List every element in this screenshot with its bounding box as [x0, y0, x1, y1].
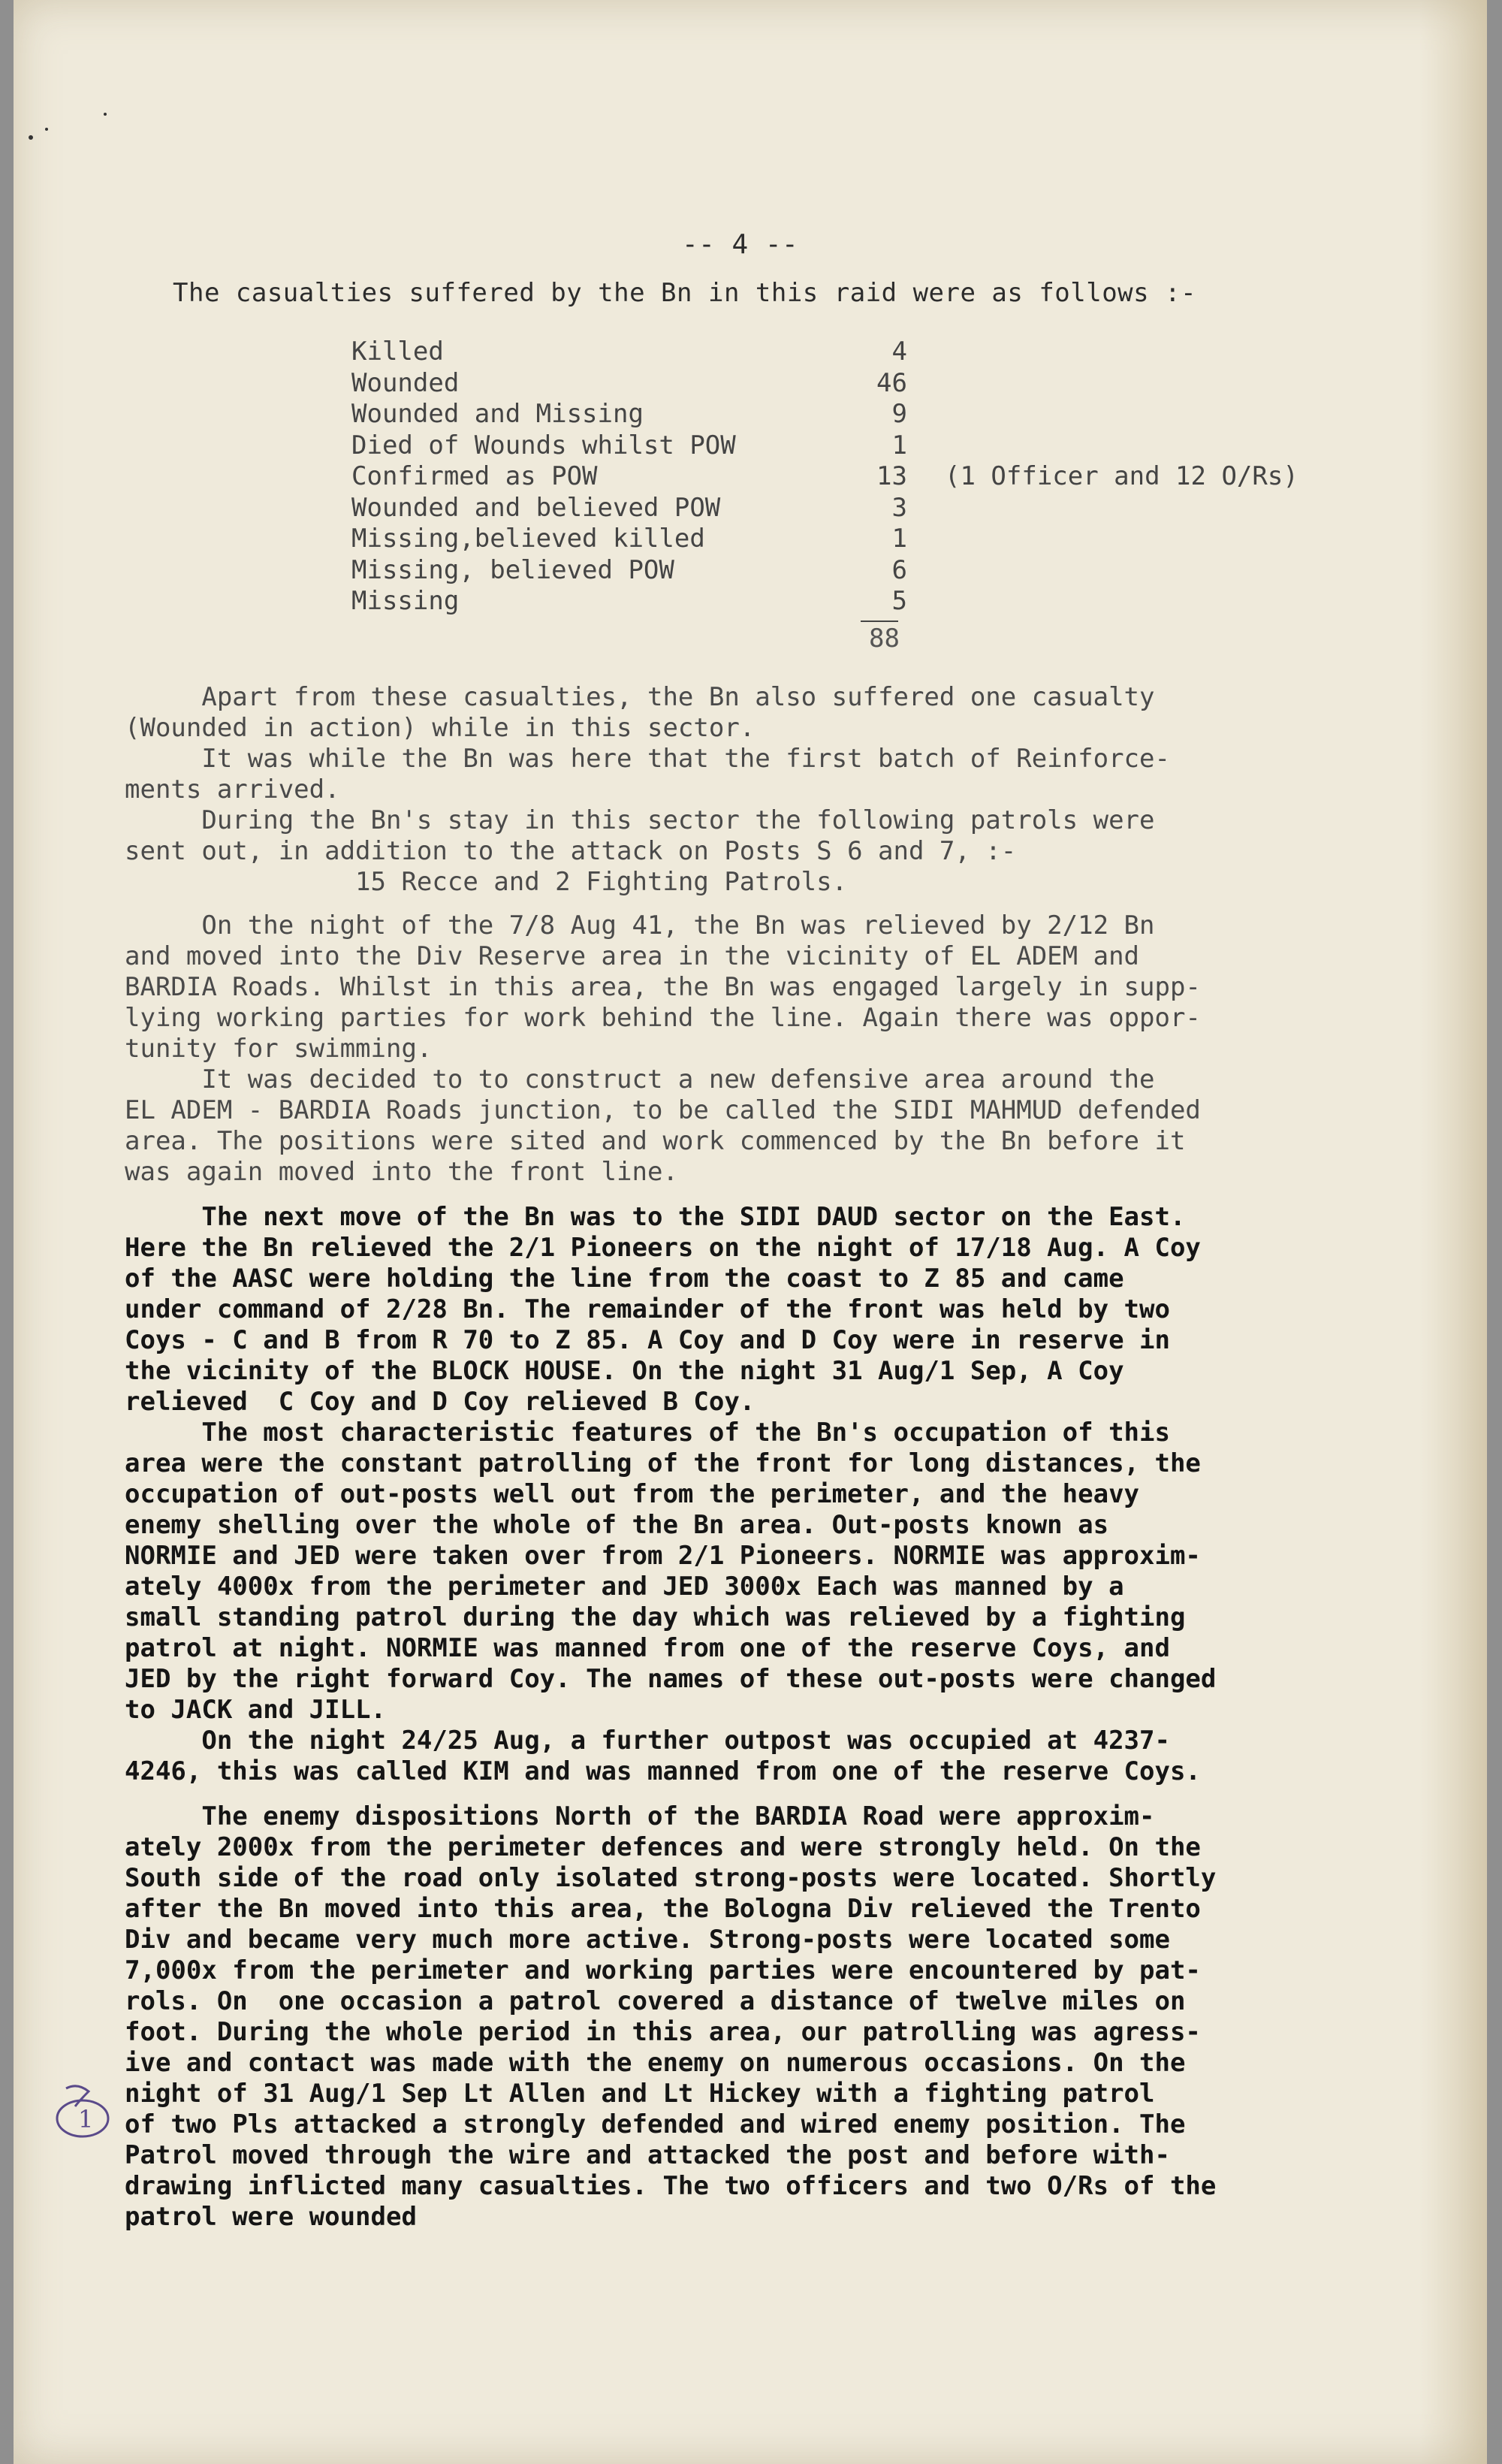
text-line: 4246, this was called KIM and was manned from one of the reserve Coys.: [125, 1756, 1201, 1786]
casualty-count: 1: [891, 524, 907, 554]
paragraph-sidi-daud: [125, 1202, 1216, 1787]
text-line: Apart from these casualties, the Bn also suffered one casualty: [125, 682, 1155, 712]
casualty-note: (1 Officer and 12 O/Rs): [945, 461, 1298, 491]
text-line: ments arrived.: [125, 775, 340, 805]
text-line: drawing inflicted many casualties. The two officers and two O/Rs of the: [125, 2171, 1217, 2201]
casualty-count: 5: [891, 586, 907, 616]
document-page: [14, 0, 1487, 2464]
text-line: The enemy dispositions North of the BARDIA Road were approxim-: [125, 1801, 1155, 1831]
text-line: relieved C Coy and D Coy relieved B Coy.: [125, 1387, 756, 1417]
text-line: On the night 24/25 Aug, a further outpost was occupied at 4237-: [125, 1726, 1170, 1756]
text-line: BARDIA Roads. Whilst in this area, the Bn was engaged largely in supp-: [125, 972, 1201, 1002]
text-line: and moved into the Div Reserve area in the vicinity of EL ADEM and: [125, 941, 1140, 971]
paper-edge-stain: [1419, 0, 1487, 2464]
text-line: It was while the Bn was here that the first batch of Reinforce-: [125, 744, 1170, 774]
casualty-total: 88: [869, 624, 900, 654]
text-line: ately 2000x from the perimeter defences and were strongly held. On the: [125, 1832, 1201, 1862]
casualty-count: 46: [876, 367, 907, 398]
casualty-label: Died of Wounds whilst POW: [351, 430, 736, 460]
text-line: 15 Recce and 2 Fighting Patrols.: [125, 867, 848, 897]
text-line: sent out, in addition to the attack on Posts S 6 and 7, :-: [125, 836, 1017, 866]
handwritten-margin-mark: [44, 2081, 126, 2148]
page-number: -- 4 --: [682, 229, 799, 260]
margin-mark-number: 1: [78, 2105, 94, 2133]
paragraph-div-reserve: [125, 910, 1201, 1188]
text-line: NORMIE and JED were taken over from 2/1 Pioneers. NORMIE was approxim-: [125, 1541, 1201, 1571]
casualty-label: Killed: [351, 337, 444, 367]
text-line: During the Bn's stay in this sector the following patrols were: [125, 805, 1155, 835]
casualty-count: 4: [891, 337, 907, 367]
text-line: to JACK and JILL.: [125, 1695, 386, 1725]
text-line: It was decided to to construct a new defensive area around the: [125, 1064, 1155, 1095]
text-line: patrol were wounded: [125, 2202, 417, 2232]
text-line: lying working parties for work behind the line. Again there was oppor-: [125, 1003, 1201, 1033]
text-line: enemy shelling over the whole of the Bn area. Out-posts known as: [125, 1510, 1109, 1540]
casualty-label: Missing, believed POW: [351, 554, 674, 585]
casualty-count: 6: [891, 554, 907, 585]
text-line: Here the Bn relieved the 2/1 Pioneers on the night of 17/18 Aug. A Coy: [125, 1233, 1201, 1263]
casualty-count: 13: [876, 461, 907, 491]
text-line: The most characteristic features of the Bn's occupation of this: [125, 1418, 1170, 1448]
total-rule: [861, 621, 898, 622]
casualty-label: Wounded and believed POW: [351, 492, 721, 523]
text-line: ately 4000x from the perimeter and JED 3000x Each was manned by a: [125, 1572, 1124, 1602]
text-line: On the night of the 7/8 Aug 41, the Bn was relieved by 2/12 Bn: [125, 910, 1155, 941]
text-line: under command of 2/28 Bn. The remainder of the front was held by two: [125, 1294, 1170, 1324]
text-line: (Wounded in action) while in this sector.: [125, 713, 756, 743]
paragraph-enemy-dispositions: [125, 1801, 1216, 2233]
casualty-count: 3: [891, 492, 907, 523]
ink-speck: [104, 113, 107, 116]
text-line: area were the constant patrolling of the front for long distances, the: [125, 1448, 1201, 1478]
casualty-count: 1: [891, 430, 907, 460]
ink-speck: [29, 135, 33, 140]
casualty-label: Missing,believed killed: [351, 524, 705, 554]
text-line: ive and contact was made with the enemy on numerous occasions. On the: [125, 2048, 1186, 2078]
text-line: occupation of out-posts well out from the perimeter, and the heavy: [125, 1479, 1140, 1509]
text-line: EL ADEM - BARDIA Roads junction, to be called the SIDI MAHMUD defended: [125, 1095, 1201, 1125]
text-line: of two Pls attacked a strongly defended and wired enemy position. The: [125, 2109, 1186, 2139]
paragraph-sector-summary: [125, 682, 1170, 898]
text-line: JED by the right forward Coy. The names of these out-posts were changed: [125, 1664, 1217, 1694]
text-line: Coys - C and B from R 70 to Z 85. A Coy and D Coy were in reserve in: [125, 1325, 1170, 1355]
text-line: night of 31 Aug/1 Sep Lt Allen and Lt Hickey with a fighting patrol: [125, 2079, 1155, 2109]
text-line: tunity for swimming.: [125, 1034, 433, 1064]
casualty-label: Wounded and Missing: [351, 399, 644, 429]
casualty-label: Wounded: [351, 367, 460, 398]
text-line: The next move of the Bn was to the SIDI DAUD sector on the East.: [125, 1202, 1186, 1232]
text-line: of the AASC were holding the line from the coast to Z 85 and came: [125, 1264, 1124, 1294]
ink-speck: [45, 128, 48, 131]
text-line: was again moved into the front line.: [125, 1157, 678, 1187]
text-line: Patrol moved through the wire and attacked the post and before with-: [125, 2140, 1170, 2170]
text-line: after the Bn moved into this area, the Bologna Div relieved the Trento: [125, 1894, 1201, 1924]
text-line: the vicinity of the BLOCK HOUSE. On the night 31 Aug/1 Sep, A Coy: [125, 1356, 1124, 1386]
text-line: small standing patrol during the day which was relieved by a fighting: [125, 1602, 1186, 1632]
casualty-label: Confirmed as POW: [351, 461, 598, 491]
casualty-label: Missing: [351, 586, 460, 616]
text-line: patrol at night. NORMIE was manned from one of the reserve Coys, and: [125, 1633, 1170, 1663]
casualty-count: 9: [891, 399, 907, 429]
text-line: rols. On one occasion a patrol covered a distance of twelve miles on: [125, 1986, 1186, 2016]
text-line: foot. During the whole period in this area, our patrolling was agress-: [125, 2017, 1201, 2047]
text-line: South side of the road only isolated strong-posts were located. Shortly: [125, 1863, 1217, 1893]
casualties-intro: The casualties suffered by the Bn in this raid were as follows :-: [173, 278, 1197, 308]
text-line: 7,000x from the perimeter and working parties were encountered by pat-: [125, 1955, 1201, 1985]
text-line: area. The positions were sited and work commenced by the Bn before it: [125, 1126, 1186, 1156]
text-line: Div and became very much more active. Strong-posts were located some: [125, 1925, 1170, 1955]
